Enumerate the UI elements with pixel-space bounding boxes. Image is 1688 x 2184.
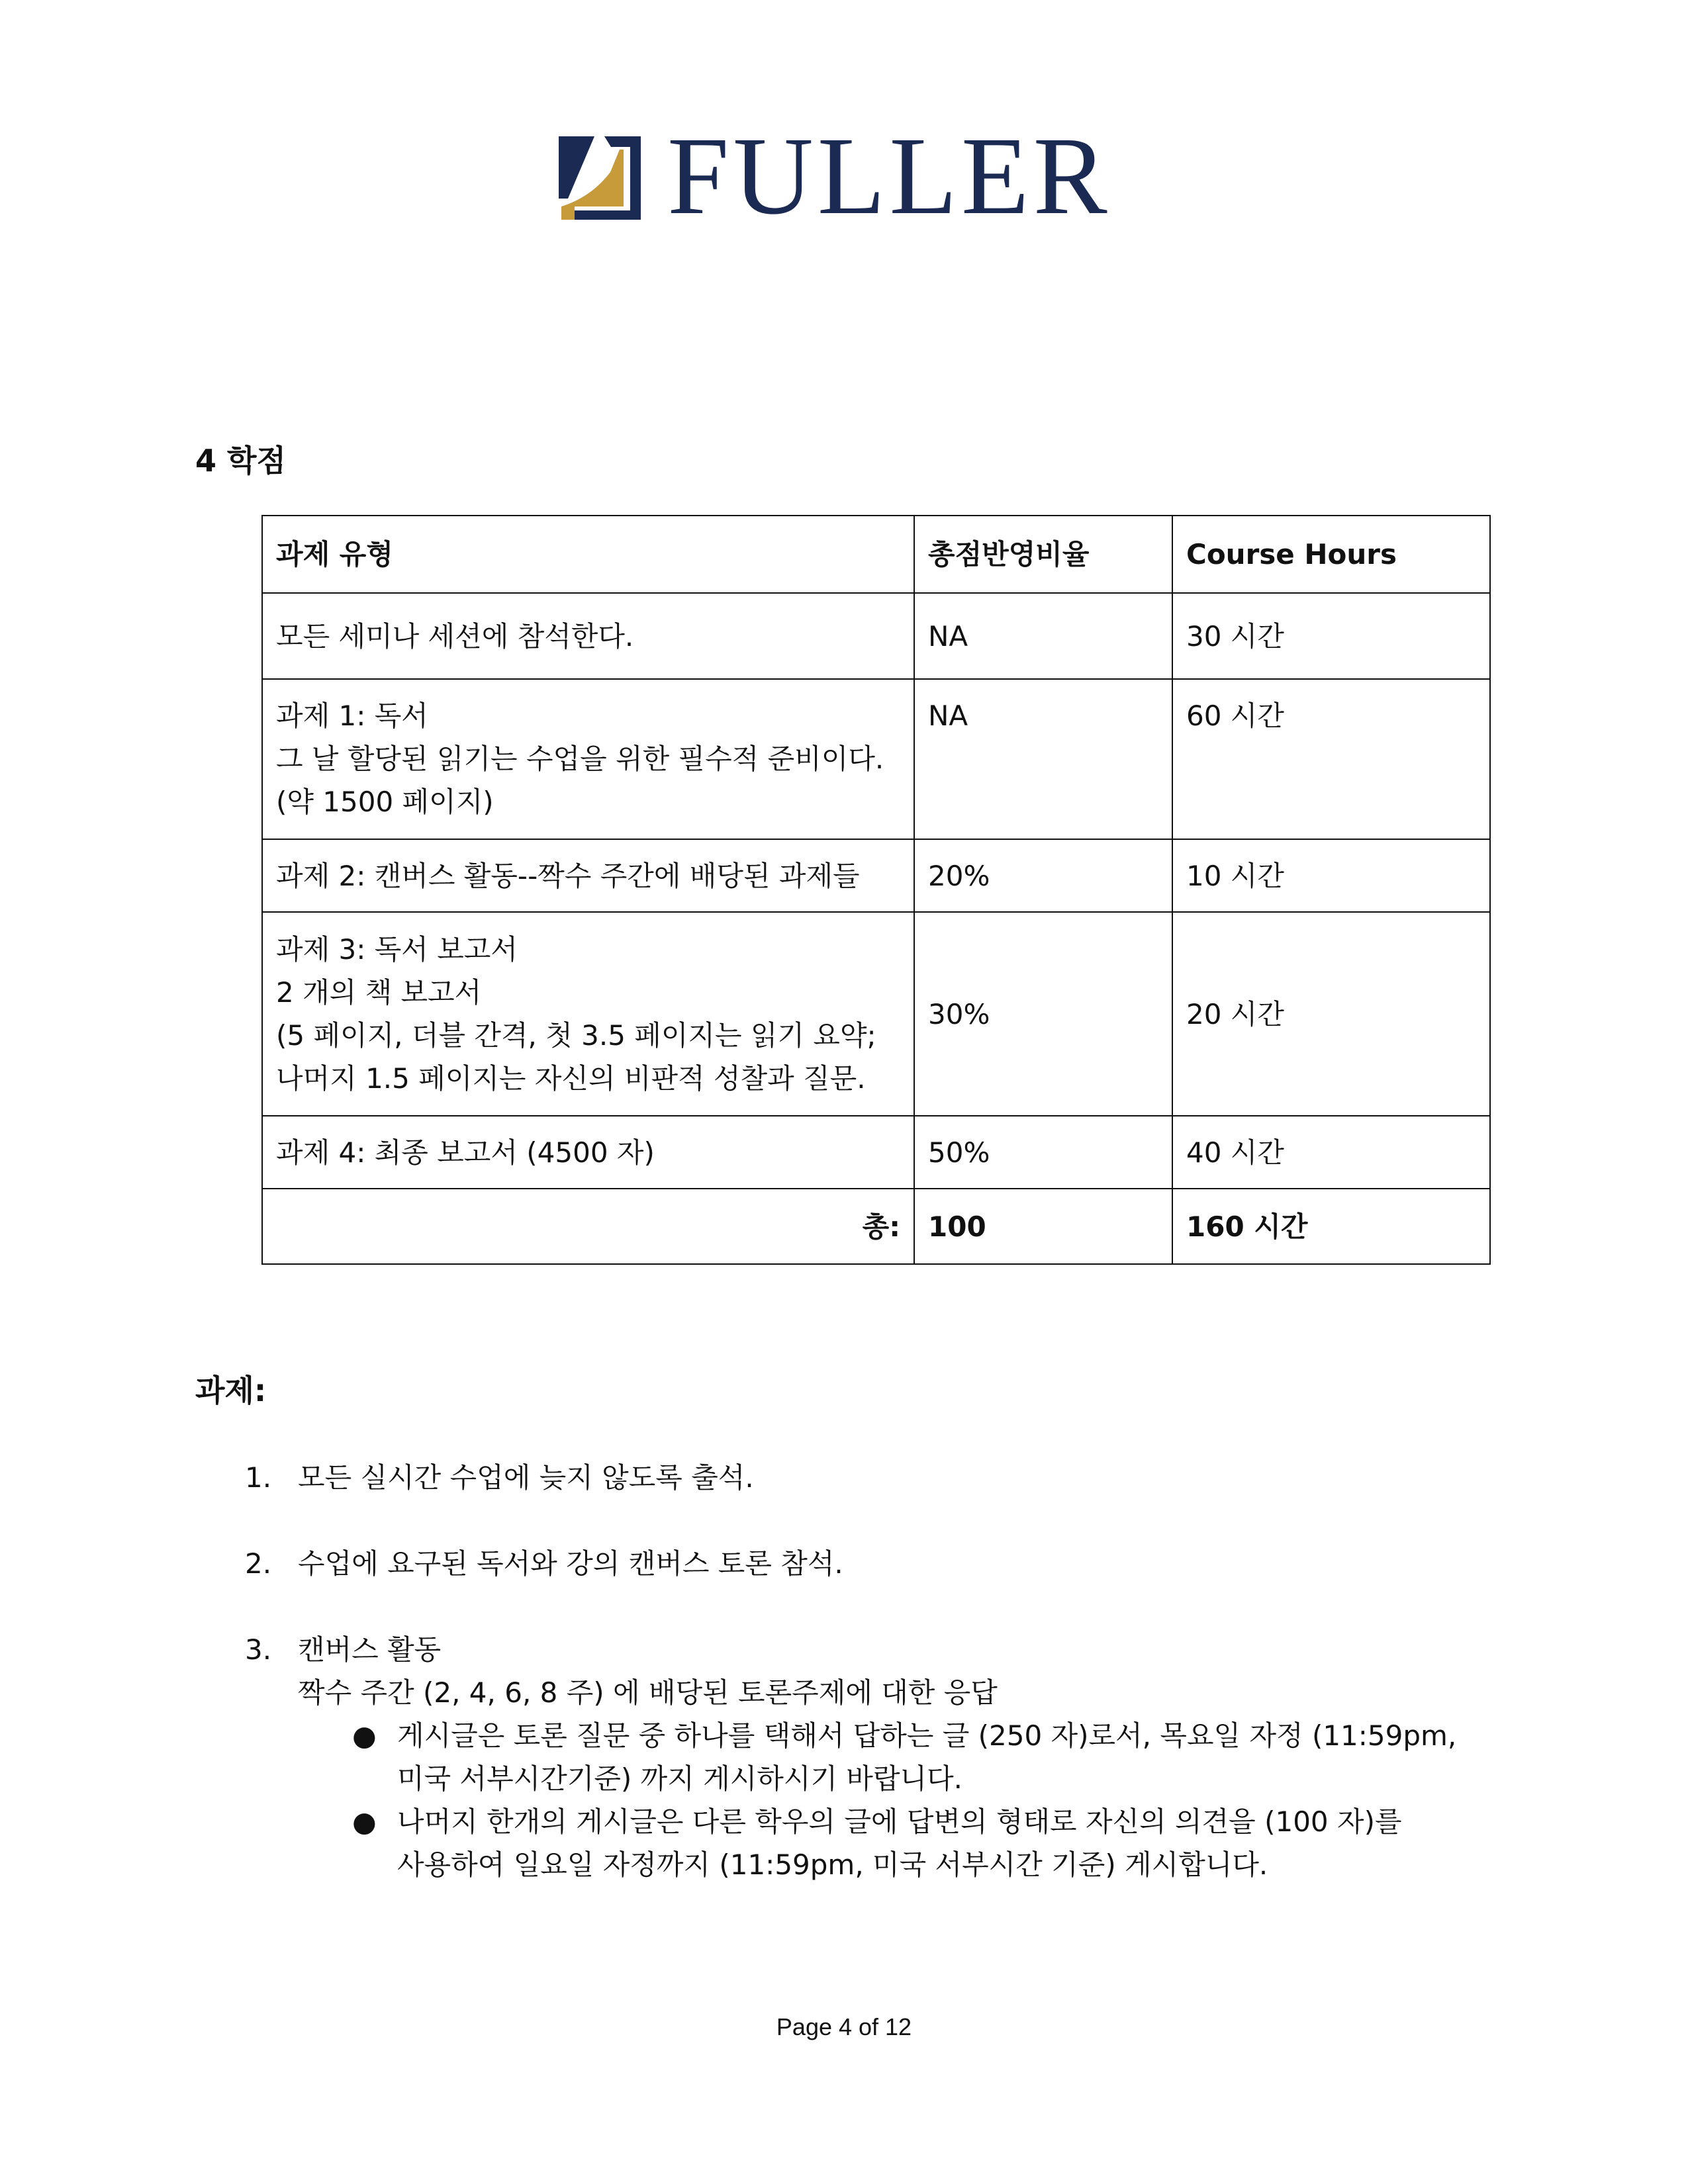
- task-text: 과제 2: 캔버스 활동--짝수 주간에 배당된 과제들: [276, 859, 860, 892]
- list-item: [245, 1628, 1503, 1886]
- table-row: [262, 839, 1490, 912]
- header-course-hours: Course Hours: [1172, 516, 1490, 593]
- list-item: [245, 1542, 1503, 1585]
- table-header-row: [262, 516, 1490, 593]
- item-number: 1.: [245, 1461, 272, 1494]
- item-text: 캔버스 활동: [298, 1633, 442, 1666]
- list-item: [245, 1456, 1503, 1499]
- bullet-text: 사용하여 일요일 자정까지 (11:59pm, 미국 서부시간 기준) 게시합니다.: [397, 1848, 1268, 1881]
- table-row: [262, 679, 1490, 839]
- item-number: 2.: [245, 1547, 272, 1580]
- task-text: 모든 세미나 세션에 참석한다.: [276, 619, 634, 653]
- logo-wordmark: FULLER: [667, 114, 1111, 238]
- item-text: 짝수 주간 (2, 4, 6, 8 주) 에 배당된 토론주제에 대한 응답: [298, 1676, 998, 1709]
- weight-cell: 50%: [914, 1116, 1172, 1189]
- bullet-text: 미국 서부시간기준) 까지 게시하시기 바랍니다.: [397, 1762, 963, 1795]
- hours-cell: 20 시간: [1172, 912, 1490, 1116]
- page-footer: Page 4 of 12: [776, 2013, 912, 2040]
- total-hours: 160 시간: [1172, 1189, 1490, 1264]
- task-text: (약 1500 페이지): [276, 786, 494, 818]
- bullet-item: [298, 1714, 1503, 1800]
- bullet-icon: ●: [352, 1805, 377, 1838]
- bullet-text: 게시글은 토론 질문 중 하나를 택해서 답하는 글 (250 자)로서, 목요일 자정 (11:59pm,: [397, 1719, 1457, 1752]
- header-weight: 총점반영비율: [914, 516, 1172, 593]
- table-row: [262, 593, 1490, 679]
- hours-cell: 10 시간: [1172, 839, 1490, 912]
- credits-heading: 4 학점: [195, 443, 286, 478]
- fuller-logo: [555, 114, 1124, 238]
- table-total-row: [262, 1189, 1490, 1264]
- item-text: 모든 실시간 수업에 늦지 않도록 출석.: [298, 1461, 754, 1494]
- task-text: 나머지 1.5 페이지는 자신의 비판적 성찰과 질문.: [276, 1062, 866, 1095]
- bullet-text: 나머지 한개의 게시글은 다른 학우의 글에 답변의 형태로 자신의 의견을 (100 자)를: [397, 1805, 1402, 1838]
- task-text: 과제 3: 독서 보고서: [276, 933, 518, 966]
- grade-table: [261, 515, 1491, 1265]
- task-text: 과제 4: 최종 보고서 (4500 자): [276, 1136, 655, 1169]
- item-number: 3.: [245, 1633, 272, 1666]
- total-label: 총:: [262, 1189, 914, 1264]
- bullet-icon: ●: [352, 1719, 377, 1752]
- hours-cell: 60 시간: [1172, 679, 1490, 839]
- weight-cell: 30%: [914, 912, 1172, 1116]
- bullet-item: [298, 1800, 1503, 1886]
- task-text: 2 개의 책 보고서: [276, 976, 482, 1009]
- assignment-list: [245, 1456, 1503, 1886]
- hours-cell: 40 시간: [1172, 1116, 1490, 1189]
- weight-cell: NA: [914, 679, 1172, 839]
- book-icon: [555, 132, 647, 225]
- weight-cell: NA: [914, 593, 1172, 679]
- bullet-list: [298, 1714, 1503, 1886]
- item-text: 수업에 요구된 독서와 강의 캔버스 토론 참석.: [298, 1547, 843, 1580]
- task-text: 그 날 할당된 읽기는 수업을 위한 필수적 준비이다.: [276, 743, 884, 775]
- assignments-heading: 과제:: [195, 1373, 267, 1408]
- total-weight: 100: [914, 1189, 1172, 1264]
- task-text: 과제 1: 독서: [276, 700, 428, 732]
- table-row: [262, 1116, 1490, 1189]
- task-text: (5 페이지, 더블 간격, 첫 3.5 페이지는 읽기 요약;: [276, 1019, 876, 1052]
- table-row: [262, 912, 1490, 1116]
- header-task-type: 과제 유형: [262, 516, 914, 593]
- weight-cell: 20%: [914, 839, 1172, 912]
- hours-cell: 30 시간: [1172, 593, 1490, 679]
